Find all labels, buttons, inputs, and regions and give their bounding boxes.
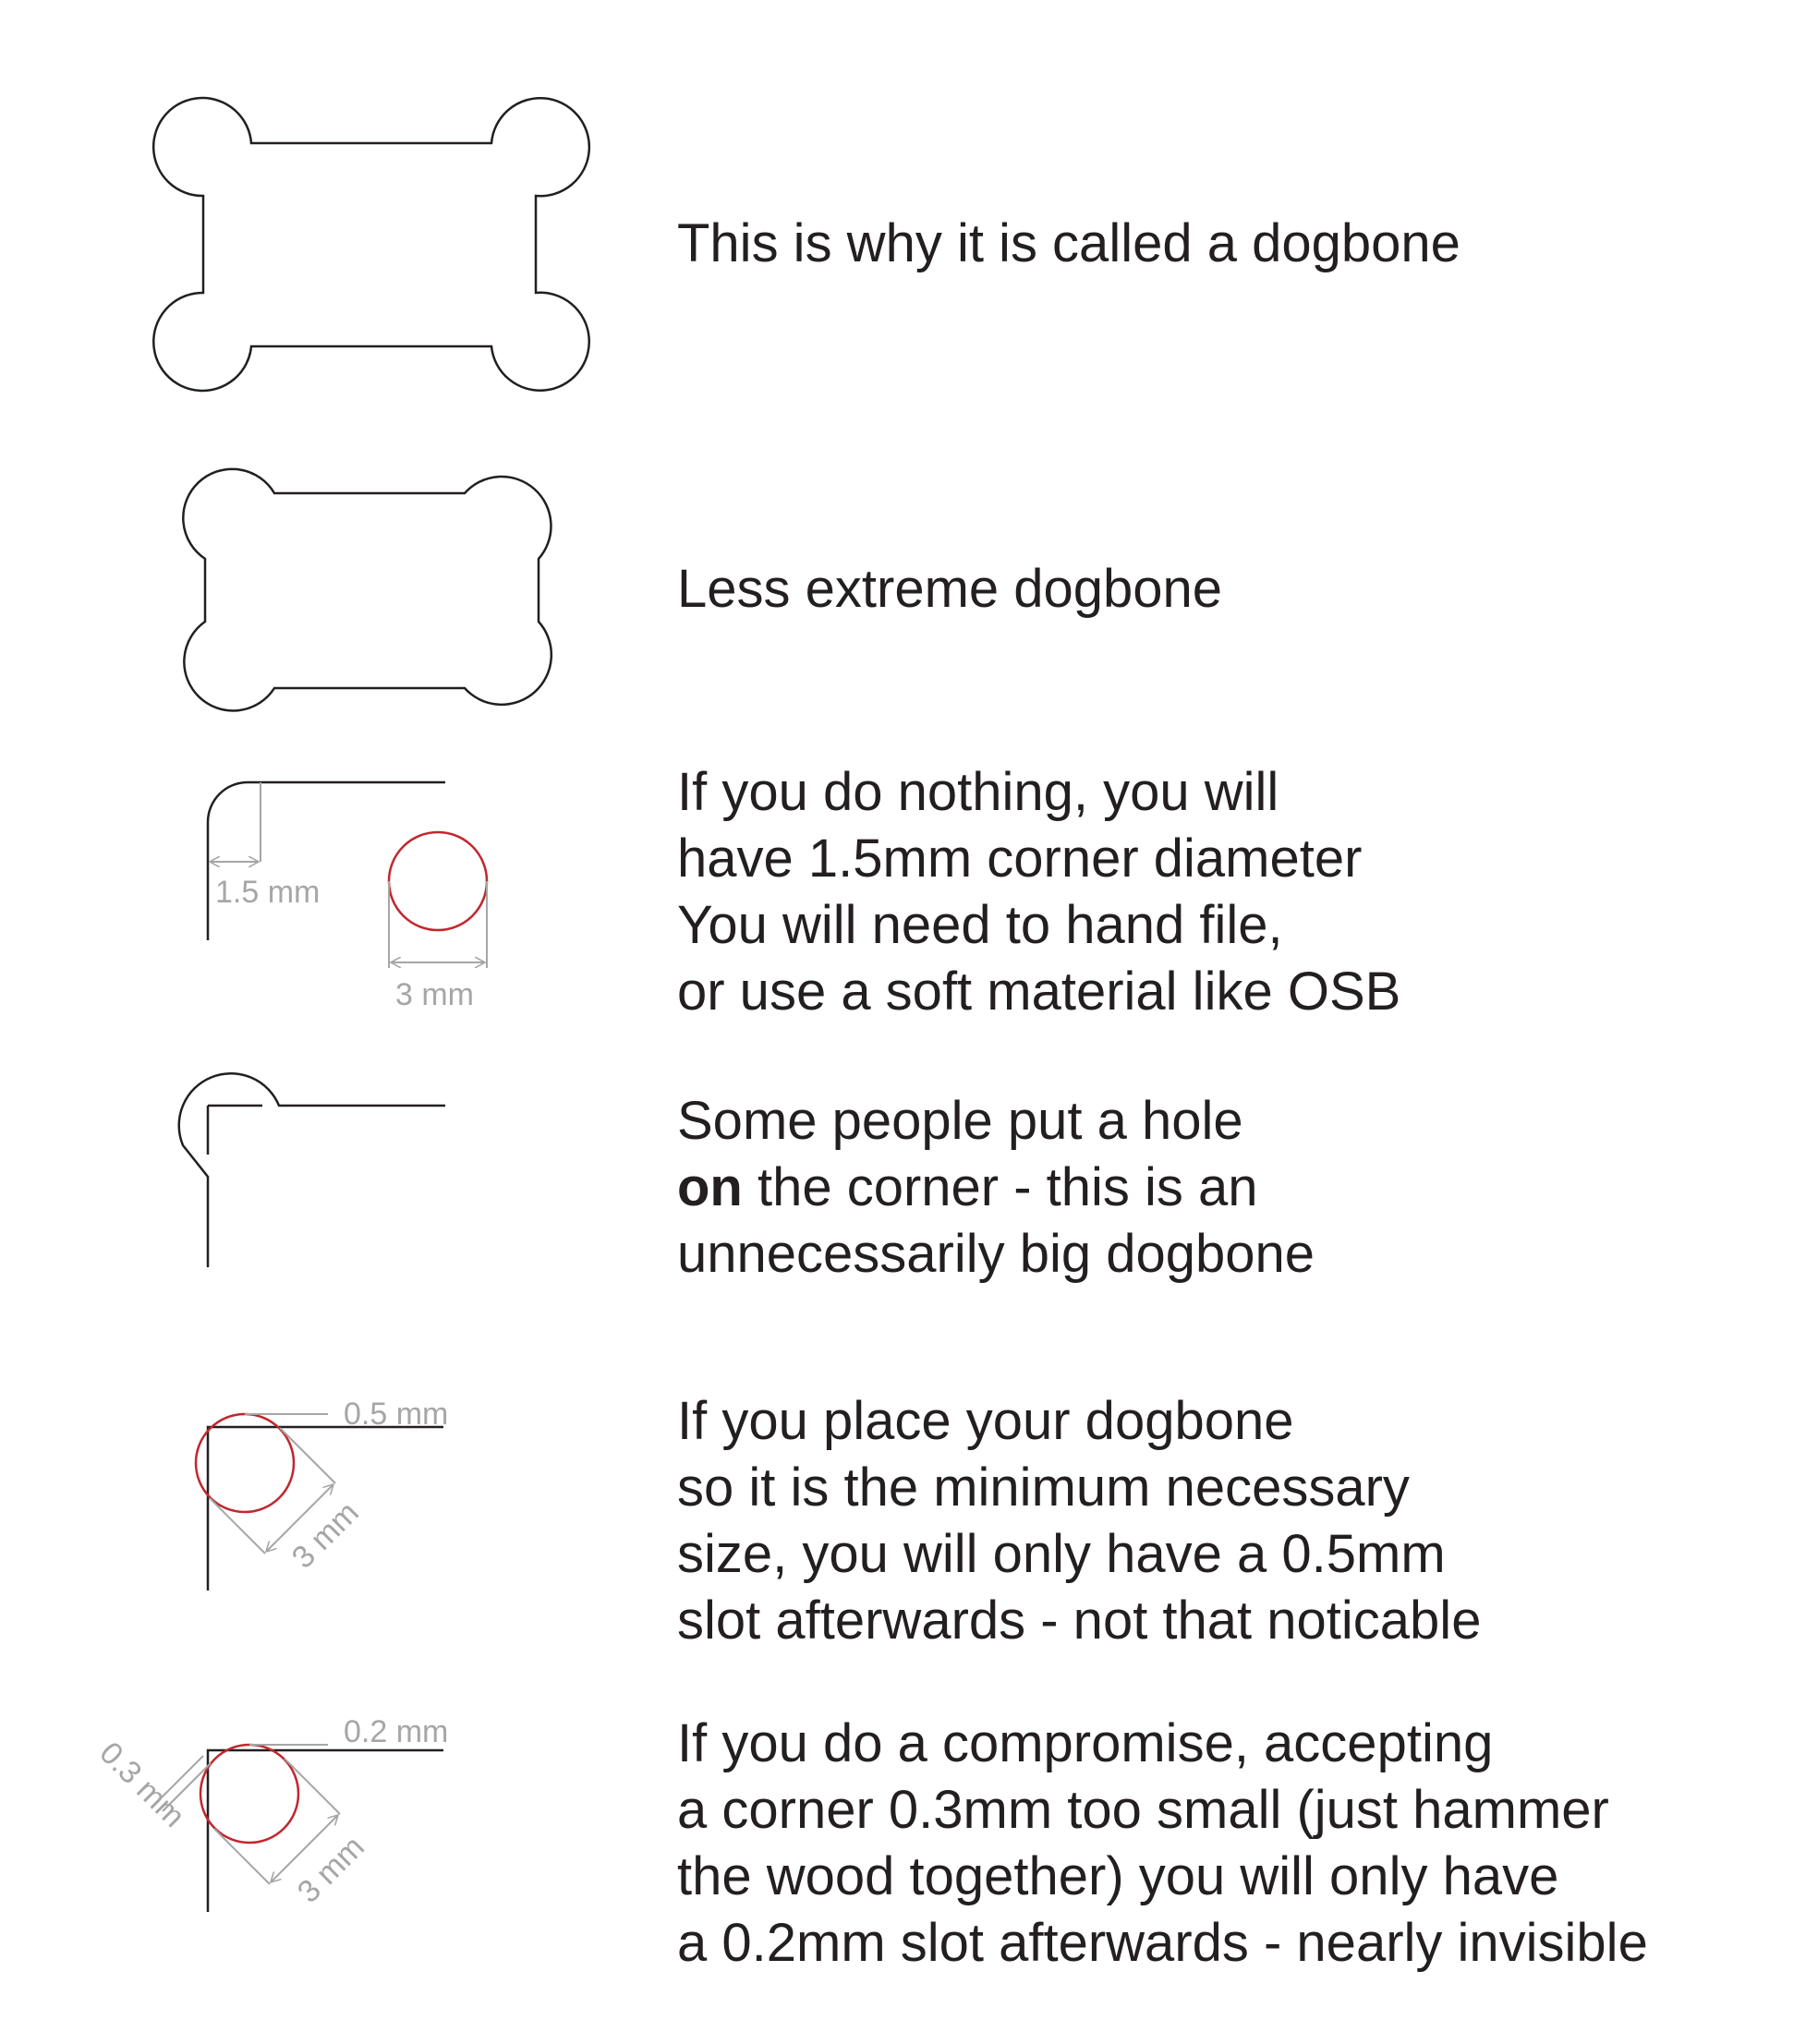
caption-line: or use a soft material like OSB [677, 962, 1401, 1022]
caption-line: You will need to hand file, [677, 895, 1283, 955]
caption-line-rest: the corner - this is an [742, 1157, 1258, 1217]
caption-line: unnecessarily big dogbone [677, 1224, 1315, 1284]
cutter-circle [200, 1745, 298, 1843]
extreme-dogbone-shape [153, 98, 589, 391]
caption-line: a 0.2mm slot afterwards - nearly invisible [677, 1913, 1648, 1973]
caption-do-nothing [677, 759, 1400, 1025]
caption-line: If you do nothing, you will [677, 762, 1279, 822]
slot-label: 0.2 mm [344, 1714, 449, 1749]
hole-on-corner-figure [179, 1073, 445, 1267]
minimum-corner-edge [208, 1427, 443, 1590]
caption-bold-word: on [677, 1157, 743, 1217]
oversized-dogbone-edge [179, 1073, 445, 1267]
radius-label: 1.5 mm [215, 875, 321, 910]
diameter-label: 3 mm [395, 977, 474, 1012]
caption-line: so it is the minimum necessary [677, 1457, 1410, 1518]
minimum-dogbone-figure [196, 1397, 448, 1590]
caption-line: size, you will only have a 0.5mm [677, 1524, 1446, 1584]
less-extreme-dogbone-shape [183, 469, 551, 711]
caption-line: Less extreme dogbone [677, 559, 1223, 619]
cutter-circle [196, 1414, 294, 1512]
caption-extreme-dogbone [677, 211, 1460, 277]
caption-compromise-dogbone [677, 1711, 1648, 1977]
compromise-dogbone-figure [92, 1714, 448, 1912]
undersize-label: 0.3 mm [92, 1735, 192, 1834]
caption-line: a corner 0.3mm too small (just hammer [677, 1780, 1609, 1840]
caption-minimum-dogbone [677, 1388, 1481, 1654]
slot-label: 0.5 mm [344, 1397, 449, 1432]
diameter-label: 3 mm [290, 1829, 371, 1910]
caption-line-with-bold [677, 1155, 1315, 1221]
caption-line: If you place your dogbone [677, 1391, 1294, 1451]
caption-line: Some people put a hole [677, 1091, 1243, 1151]
caption-line: slot afterwards - not that noticable [677, 1590, 1482, 1651]
caption-line: have 1.5mm corner diameter [677, 828, 1363, 889]
rounded-corner-figure [208, 782, 487, 1012]
cutter-circle [389, 832, 487, 930]
caption-line: the wood together) you will only have [677, 1846, 1559, 1906]
diameter-label: 3 mm [285, 1494, 366, 1576]
caption-less-extreme-dogbone [677, 556, 1222, 623]
caption-hole-on-corner [677, 1088, 1315, 1288]
caption-line: If you do a compromise, accepting [677, 1713, 1494, 1773]
caption-line: This is why it is called a dogbone [677, 213, 1460, 273]
